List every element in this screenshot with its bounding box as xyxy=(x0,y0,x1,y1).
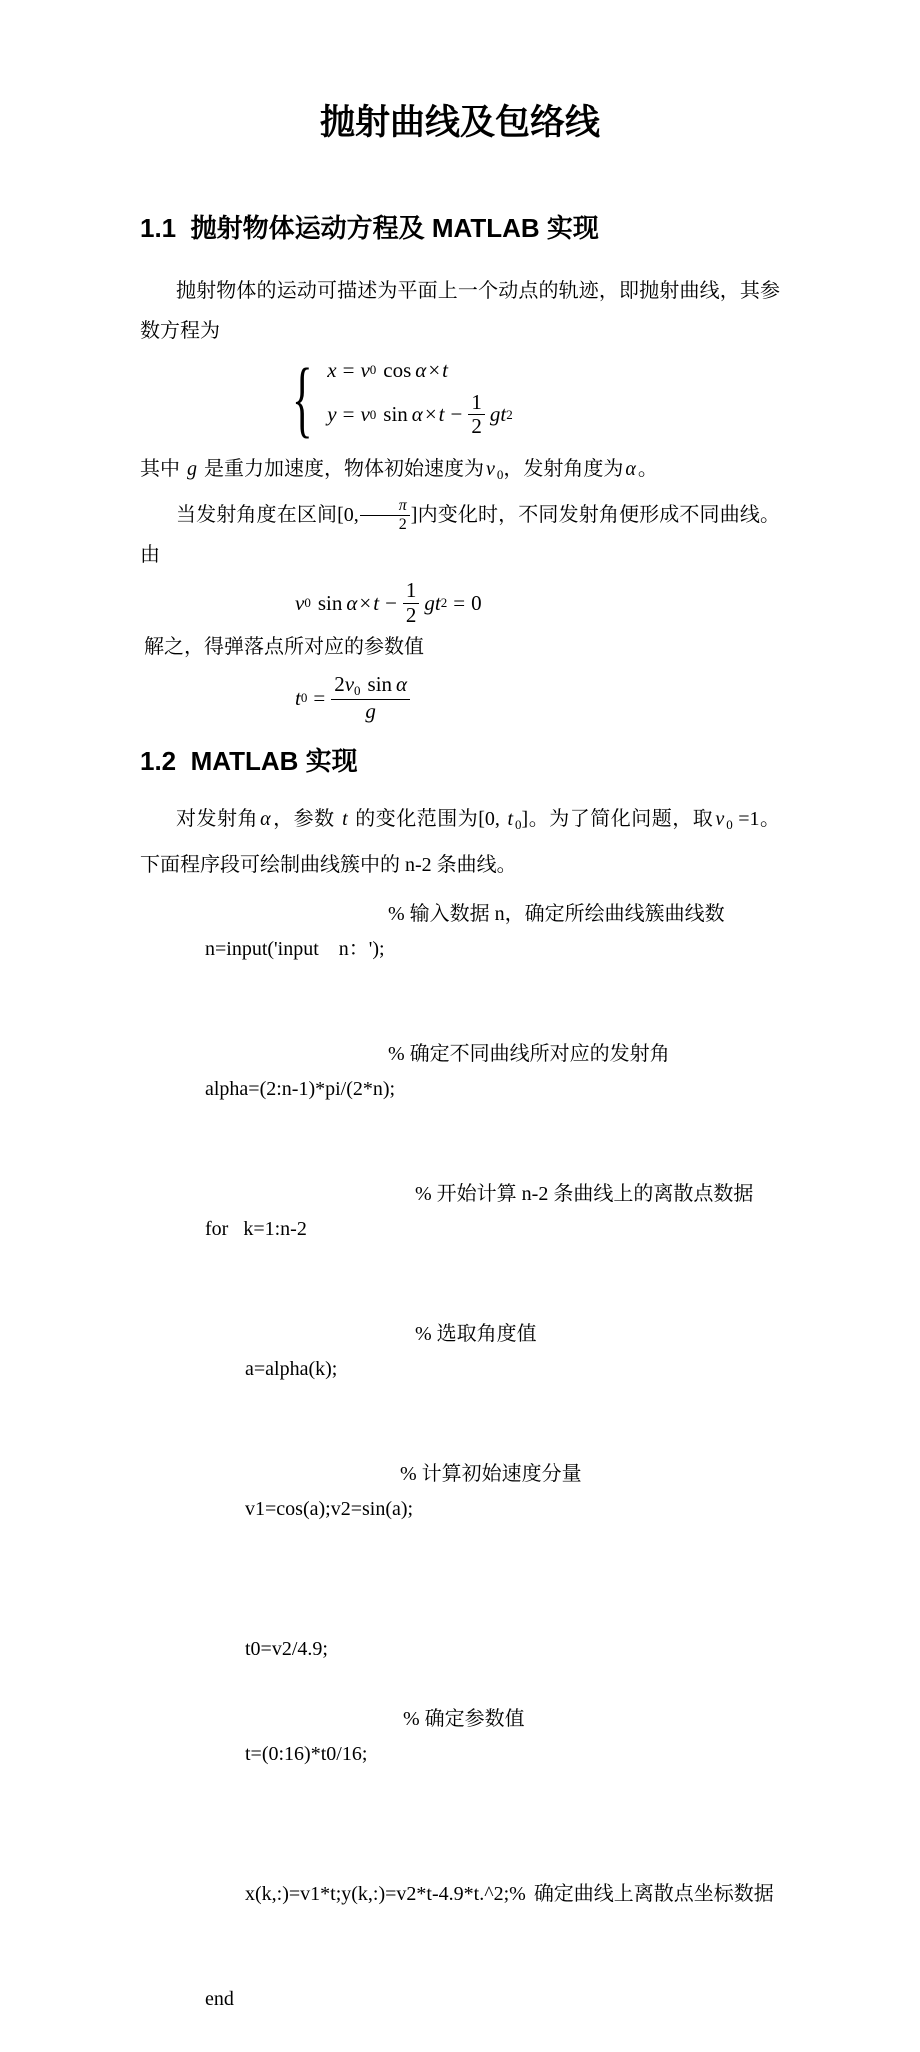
math-var-t: t xyxy=(434,590,441,615)
paragraph-angle-range xyxy=(140,495,780,575)
math-times: × xyxy=(359,590,372,615)
math-var-v: v xyxy=(360,402,370,427)
text-run: ，参数 xyxy=(272,808,341,831)
code-line-7 xyxy=(175,1702,780,1842)
math-var-y: y xyxy=(327,402,337,427)
math-sup-2: 2 xyxy=(440,595,448,611)
fraction-t0 xyxy=(331,673,410,723)
code-line-5 xyxy=(175,1457,780,1597)
code-text: n=input('input n：'); xyxy=(205,938,385,961)
code-comment: % 确定不同曲线所对应的发射角 xyxy=(388,1043,670,1066)
code-text: v1=cos(a);v2=sin(a); xyxy=(245,1498,414,1521)
math-sub-0: 0 xyxy=(496,467,504,483)
math-sub-0: 0 xyxy=(726,817,733,833)
math-equals: = xyxy=(453,590,466,615)
math-var-t: t xyxy=(438,402,445,427)
text-run: =1。下面程序段可绘制曲线簇中的 n-2 条曲线。 xyxy=(140,808,781,877)
math-var-alpha: α xyxy=(625,458,636,481)
equation-lines xyxy=(327,356,512,441)
math-minus: − xyxy=(450,402,463,427)
code-comment: % 输入数据 n，确定所绘曲线簇曲线数 xyxy=(388,903,725,926)
math-var-t: t xyxy=(500,402,507,427)
text-run: ]内变化时，不同发射角便形成不同曲线。由 xyxy=(140,504,780,567)
text-run: ]。为了简化问题，取 xyxy=(521,808,714,831)
math-var-t: t xyxy=(295,685,301,710)
code-line-6 xyxy=(175,1597,780,1702)
math-var-g: g xyxy=(424,590,435,615)
math-var-g: g xyxy=(187,458,197,481)
equation-y-line xyxy=(327,389,512,441)
equation-t0 xyxy=(295,673,780,723)
fraction-numerator: π xyxy=(360,497,410,516)
math-var-t: t xyxy=(507,808,514,831)
text-run: 。 xyxy=(637,458,658,481)
fraction-numerator: 1 xyxy=(403,579,420,604)
fraction-pi-over-2 xyxy=(360,497,410,534)
section-heading-1-1: 1.1 抛射物体运动方程及 MATLAB 实现 xyxy=(140,212,599,243)
code-line-2 xyxy=(175,1037,780,1177)
math-sub-0: 0 xyxy=(354,683,361,699)
math-var-v: v xyxy=(344,672,355,697)
code-line-3 xyxy=(175,1177,780,1317)
code-text: t=(0:16)*t0/16; xyxy=(245,1743,368,1766)
math-var-alpha: α xyxy=(411,402,423,427)
section-heading-1-2: 1.2 MATLAB 实现 xyxy=(140,746,358,777)
equation-parametric-system xyxy=(292,350,780,447)
math-times: × xyxy=(424,402,437,427)
math-sin: sin xyxy=(367,672,393,697)
math-times: × xyxy=(428,357,441,382)
code-comment: % 确定参数值 xyxy=(403,1708,525,1731)
fraction-numerator: 1 xyxy=(468,391,485,416)
math-var-t: t xyxy=(342,808,348,831)
math-sub-0: 0 xyxy=(304,595,311,611)
page-title: 抛射曲线及包络线 xyxy=(319,103,600,142)
fraction-one-half xyxy=(468,391,485,439)
code-text: a=alpha(k); xyxy=(245,1358,338,1381)
math-equals: = xyxy=(313,685,326,710)
text-run: 对发射角 xyxy=(176,808,259,831)
math-var-alpha: α xyxy=(415,357,427,382)
math-sub-0: 0 xyxy=(300,690,308,706)
math-var-v: v xyxy=(360,357,370,382)
code-text: x(k,:)=v1*t;y(k,:)=v2*t-4.9*t.^2;% xyxy=(245,1883,526,1906)
math-var-t: t xyxy=(442,357,448,382)
equation-x-line xyxy=(327,356,512,385)
left-brace: { xyxy=(292,350,313,447)
code-text: for k=1:n-2 xyxy=(205,1218,307,1241)
text-run: 是重力加速度，物体初始速度为 xyxy=(199,458,484,481)
math-var-v: v xyxy=(295,590,305,615)
math-sub-0: 0 xyxy=(369,406,377,422)
math-sup-2: 2 xyxy=(506,406,513,422)
paragraph-solve: 解之，得弹落点所对应的参数值 xyxy=(144,636,424,659)
fraction-denominator: 2 xyxy=(405,602,417,627)
code-line-9 xyxy=(175,1947,780,2052)
math-var-v: v xyxy=(715,808,725,831)
math-var-alpha: α xyxy=(260,808,271,831)
code-comment: 确定曲线上离散点坐标数据 xyxy=(533,1883,774,1906)
math-zero: 0 xyxy=(471,590,482,615)
code-comment: % 计算初始速度分量 xyxy=(400,1463,582,1486)
math-sin: sin xyxy=(317,590,343,615)
code-comment: % 开始计算 n-2 条曲线上的离散点数据 xyxy=(415,1183,754,1206)
code-line-4 xyxy=(175,1317,780,1457)
math-var-g: g xyxy=(365,698,376,723)
math-sub-0: 0 xyxy=(515,817,522,833)
fraction-one-half xyxy=(403,579,420,627)
code-line-1 xyxy=(175,897,780,1037)
code-text: end xyxy=(205,1988,234,2011)
math-var-alpha: α xyxy=(396,672,408,697)
paragraph-intro: 抛射物体的运动可描述为平面上一个动点的轨迹，即抛射曲线，其参数方程为 xyxy=(140,280,780,343)
math-cos: cos xyxy=(383,357,412,382)
paragraph-matlab-intro xyxy=(140,799,780,885)
fraction-numerator xyxy=(331,673,410,700)
math-var-x: x xyxy=(327,357,337,382)
text-run: 的变化范围为[0, xyxy=(349,808,506,831)
math-minus: − xyxy=(385,590,397,615)
math-sin: sin xyxy=(383,402,408,427)
math-sub-0: 0 xyxy=(369,362,377,378)
math-equals: = xyxy=(342,402,355,427)
math-var-t: t xyxy=(373,590,380,615)
math-equals: = xyxy=(342,357,355,382)
text-run: 当发射角度在区间[0, xyxy=(176,504,359,527)
math-two: 2 xyxy=(334,672,345,697)
math-var-alpha: α xyxy=(346,590,358,615)
fraction-denominator: 2 xyxy=(398,516,407,534)
text-run: ，发射角度为 xyxy=(503,458,624,481)
fraction-denominator: 2 xyxy=(471,414,482,439)
paragraph-symbols xyxy=(140,449,780,495)
math-var-v: v xyxy=(486,458,495,481)
equation-impact-condition xyxy=(295,579,780,627)
math-var-g: g xyxy=(489,402,501,427)
text-run: 其中 xyxy=(140,458,185,481)
code-text: t0=v2/4.9; xyxy=(245,1638,328,1661)
code-line-8 xyxy=(175,1842,780,1947)
matlab-code-block xyxy=(175,897,780,2052)
code-comment: % 选取角度值 xyxy=(415,1323,537,1346)
code-text: alpha=(2:n-1)*pi/(2*n); xyxy=(205,1078,396,1101)
